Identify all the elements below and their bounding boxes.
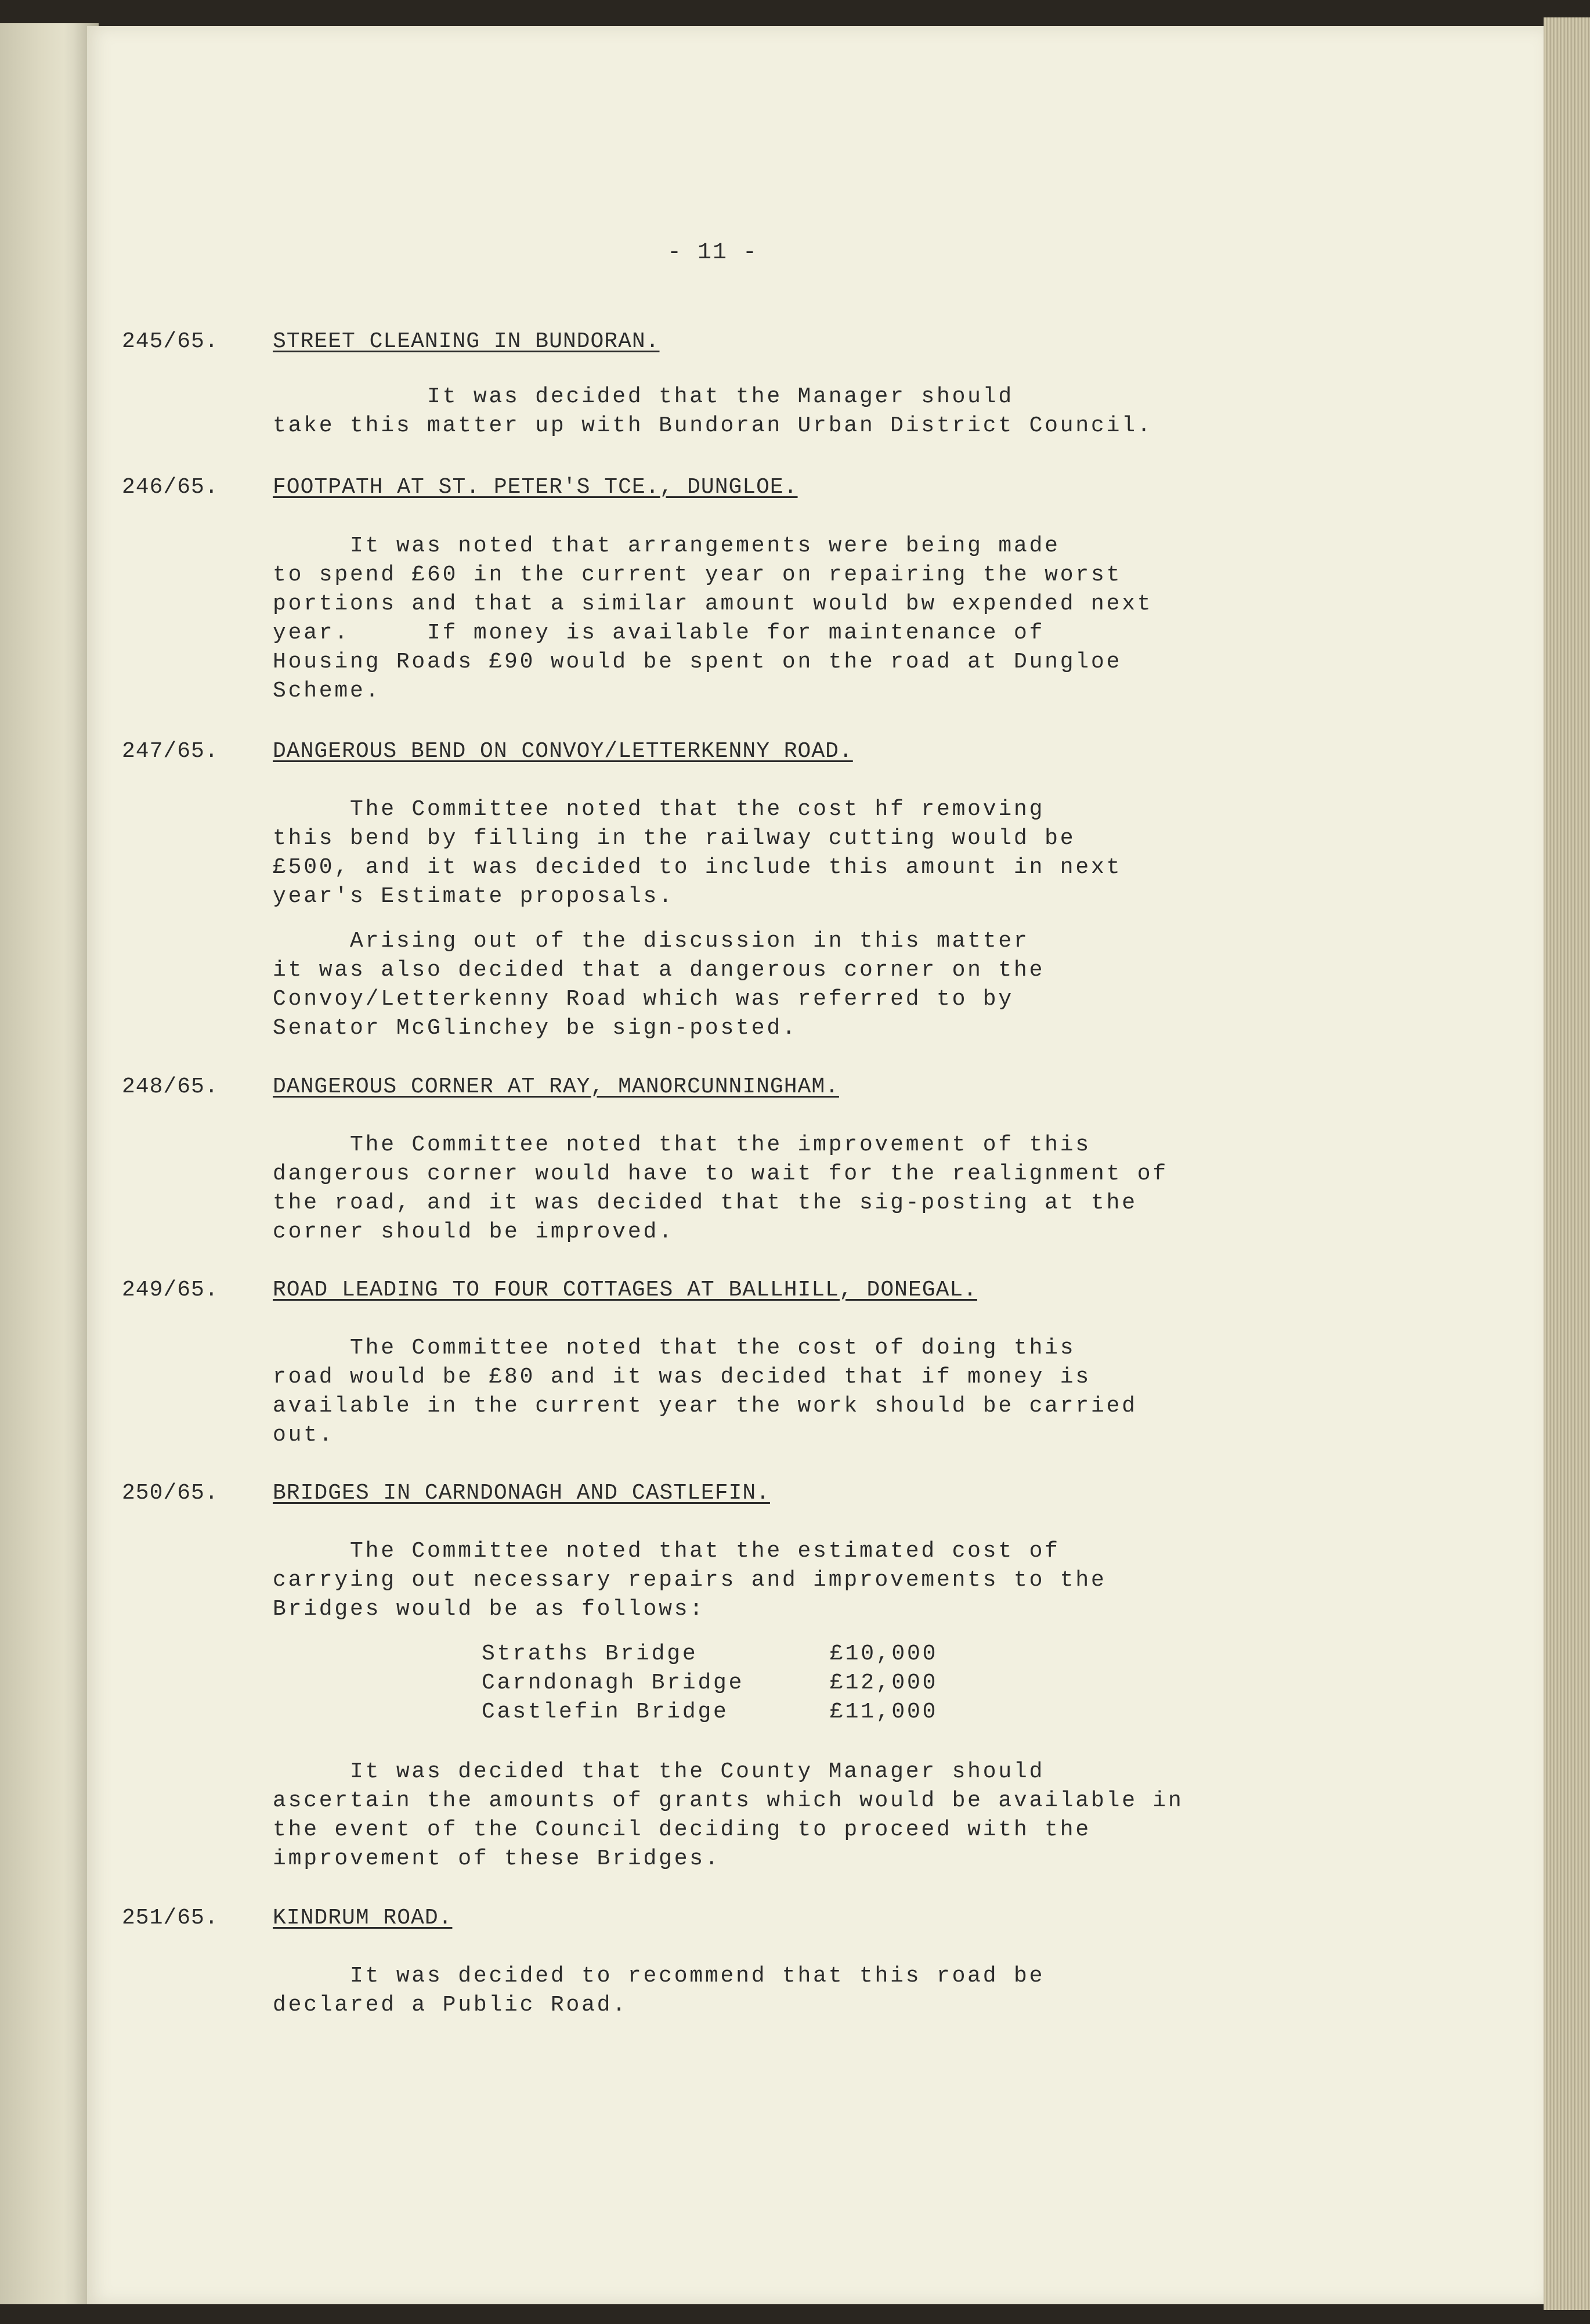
paragraph-line: year. If money is available for maintenance of [273,620,1045,645]
paragraph-line: improvement of these Bridges. [273,1846,721,1871]
paragraph-line: Senator McGlinchey be sign-posted. [273,1016,798,1041]
paragraph-line: this bend by filling in the railway cutting would be [273,826,1076,851]
paragraph-line: The Committee noted that the cost of doing this [273,1336,1076,1361]
paragraph-line: the road, and it was decided that the sig-posting at the [273,1190,1137,1215]
item-title: ROAD LEADING TO FOUR COTTAGES AT BALLHILL, DONEGAL. [273,1278,977,1302]
paragraph-line: It was decided that the County Manager should [273,1759,1045,1784]
paragraph [273,1537,1271,1624]
bridge-name: Carndonagh Bridge [482,1670,745,1695]
paragraph-line: road would be £80 and it was decided that if money is [273,1365,1091,1390]
paragraph [273,927,1271,1043]
bridge-cost: £11,000 [830,1699,938,1724]
paragraph-line: declared a Public Road. [273,1993,628,2018]
paragraph-line: Bridges would be as follows: [273,1597,705,1622]
paragraph-line: ascertain the amounts of grants which would be available in [273,1788,1184,1813]
paragraph-line: corner should be improved. [273,1219,674,1244]
bridge-row [482,1669,938,1698]
paragraph-line: The Committee noted that the cost hf removing [273,797,1045,822]
item-number: 249/65. [122,1278,219,1302]
paragraph-line: Housing Roads £90 would be spent on the road at Dungloe [273,649,1122,674]
paragraph-line: the event of the Council deciding to proceed with the [273,1817,1091,1842]
paragraph-line: The Committee noted that the improvement of this [273,1132,1091,1157]
paragraph-line: The Committee noted that the estimated cost of [273,1539,1060,1564]
item-title: DANGEROUS CORNER AT RAY, MANORCUNNINGHAM. [273,1074,839,1099]
page-fore-edge [1544,17,1590,2310]
page-number: - 11 - [667,240,758,266]
item-number: 245/65. [122,329,219,354]
item-number: 246/65. [122,475,219,500]
paragraph-line: It was decided that the Manager should [273,384,1014,409]
paragraph-line: Arising out of the discussion in this matter [273,929,1029,954]
paragraph-line: to spend £60 in the current year on repairing the worst [273,562,1122,587]
paragraph [273,532,1271,706]
item-number: 248/65. [122,1074,219,1099]
paragraph-line: carrying out necessary repairs and improvements to the [273,1568,1107,1593]
item-title: FOOTPATH AT ST. PETER'S TCE., DUNGLOE. [273,475,798,500]
item-title: STREET CLEANING IN BUNDORAN. [273,329,660,354]
paragraph-line: it was also decided that a dangerous corner on the [273,958,1045,983]
paragraph-line: It was decided to recommend that this road be [273,1964,1045,1989]
bridge-name: Castlefin Bridge [482,1699,729,1724]
item-title: KINDRUM ROAD. [273,1906,453,1930]
item-number: 250/65. [122,1481,219,1506]
paragraph [273,1131,1271,1247]
paragraph-line: portions and that a similar amount would bw expended next [273,591,1153,616]
paragraph-line: It was noted that arrangements were being made [273,533,1060,558]
document-page [87,26,1544,2304]
paragraph-line: Convoy/Letterkenny Road which was referred to by [273,987,1014,1012]
paragraph-line: year's Estimate proposals. [273,884,674,909]
paragraph [273,382,1271,441]
bridge-cost: £12,000 [830,1670,938,1695]
paragraph-line: available in the current year the work should be carried [273,1394,1137,1419]
paragraph [273,1758,1271,1874]
bridge-cost-table [482,1640,938,1727]
paragraph-line: out. [273,1423,335,1448]
paragraph [273,795,1271,911]
paragraph-line: dangerous corner would have to wait for the realignment of [273,1161,1169,1186]
paragraph [273,1334,1271,1450]
bridge-row [482,1698,938,1727]
item-number: 247/65. [122,739,219,764]
item-number: 251/65. [122,1906,219,1930]
item-title: BRIDGES IN CARNDONAGH AND CASTLEFIN. [273,1481,770,1506]
paragraph [273,1962,1271,2020]
bridge-row [482,1640,938,1669]
item-title: DANGEROUS BEND ON CONVOY/LETTERKENNY ROAD. [273,739,853,764]
paragraph-line: £500, and it was decided to include this amount in next [273,855,1122,880]
paragraph-line: take this matter up with Bundoran Urban District Council. [273,413,1153,438]
paragraph-line: Scheme. [273,679,381,703]
bridge-cost: £10,000 [830,1641,938,1666]
bridge-name: Straths Bridge [482,1641,698,1666]
